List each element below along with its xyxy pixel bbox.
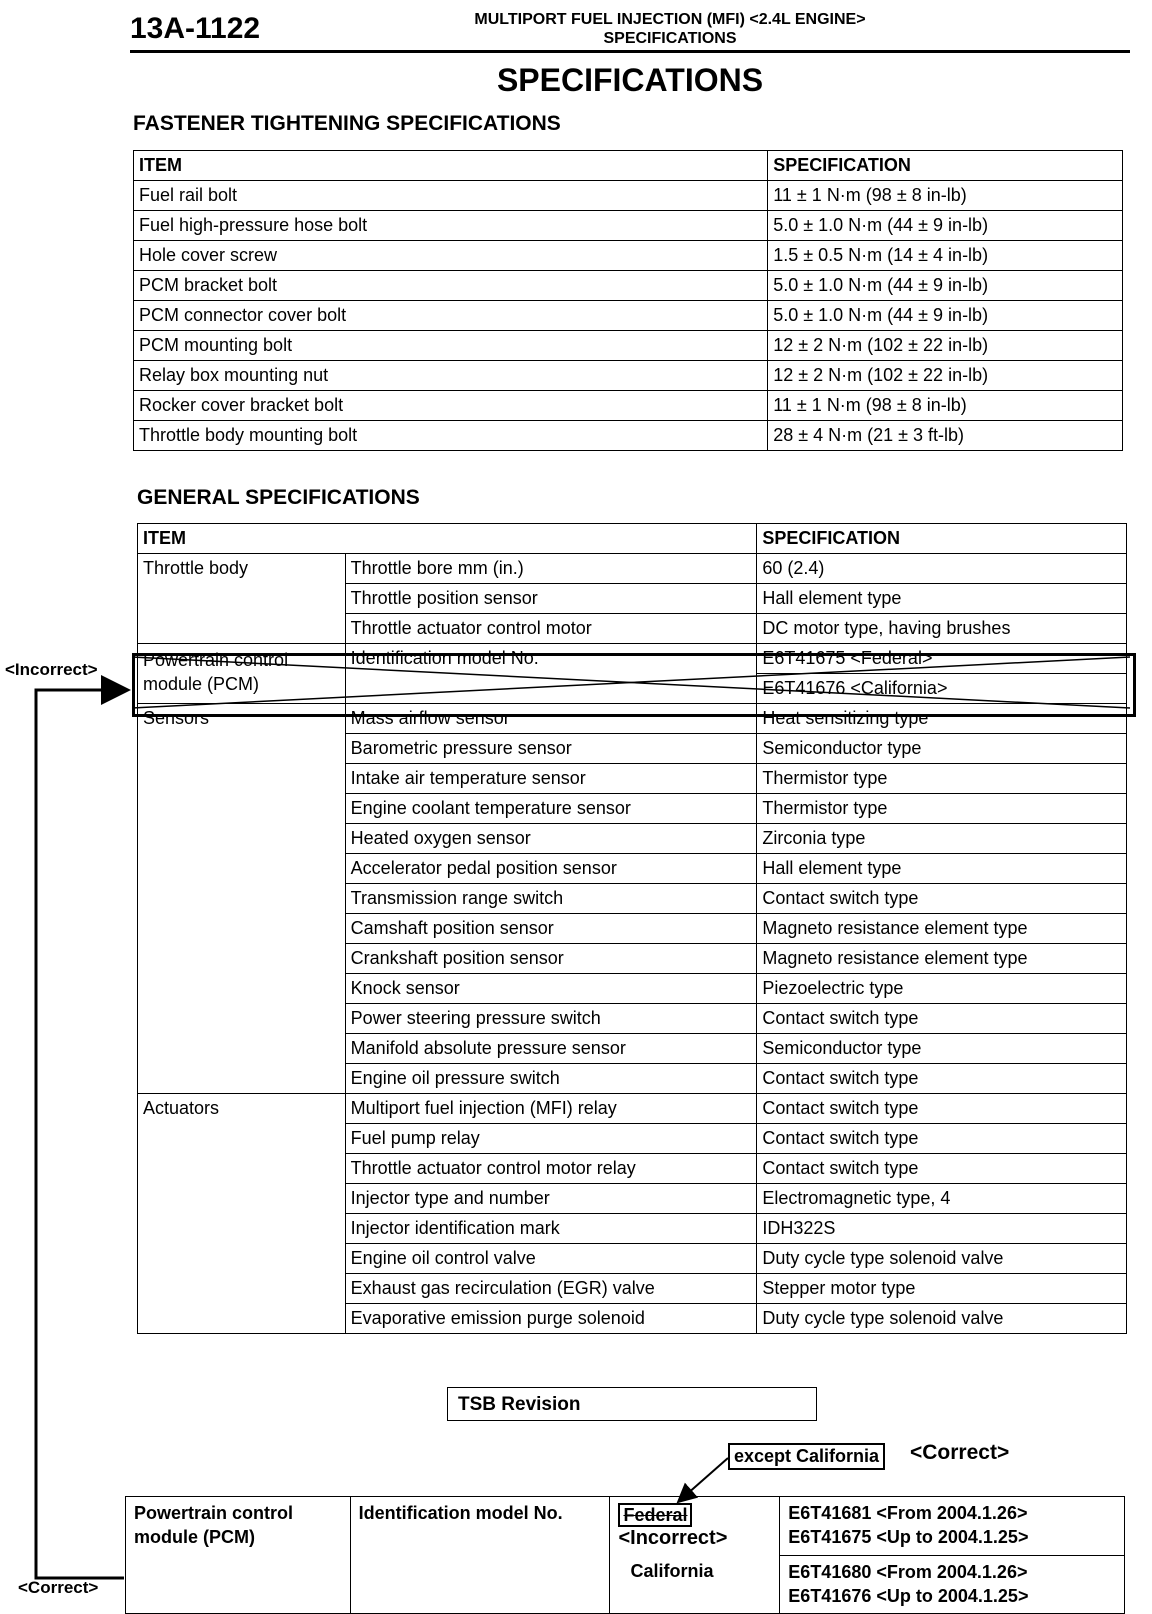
tsb-revision-box: TSB Revision — [447, 1387, 817, 1421]
general-spec: Thermistor type — [757, 764, 1127, 794]
fastener-item: Rocker cover bracket bolt — [134, 391, 768, 421]
group-actuators: Actuators — [138, 1094, 346, 1334]
general-item: Mass airflow sensor — [345, 704, 757, 734]
general-spec: IDH322S — [757, 1214, 1127, 1244]
fastener-item: Fuel high-pressure hose bolt — [134, 211, 768, 241]
general-spec: Contact switch type — [757, 1154, 1127, 1184]
general-item: Throttle bore mm (in.) — [345, 554, 757, 584]
general-section-title: GENERAL SPECIFICATIONS — [137, 486, 420, 509]
fastener-spec: 28 ± 4 N·m (21 ± 3 ft-lb) — [768, 421, 1123, 451]
fastener-spec: 1.5 ± 0.5 N·m (14 ± 4 in-lb) — [768, 241, 1123, 271]
incorrect-small-label: <Incorrect> — [618, 1527, 728, 1549]
general-item: Multiport fuel injection (MFI) relay — [345, 1094, 757, 1124]
general-spec: Magneto resistance element type — [757, 914, 1127, 944]
general-spec: 60 (2.4) — [757, 554, 1127, 584]
fastener-item: PCM bracket bolt — [134, 271, 768, 301]
fastener-col-item: ITEM — [134, 151, 768, 181]
except-california-callout: except California — [728, 1443, 885, 1470]
general-item: Manifold absolute pressure sensor — [345, 1034, 757, 1064]
general-item: Heated oxygen sensor — [345, 824, 757, 854]
fastener-spec: 5.0 ± 1.0 N·m (44 ± 9 in-lb) — [768, 211, 1123, 241]
general-spec: Magneto resistance element type — [757, 944, 1127, 974]
general-item: Knock sensor — [345, 974, 757, 1004]
correct-label: <Correct> — [18, 1578, 99, 1597]
group-throttle_body: Throttle body — [138, 554, 346, 644]
fastener-col-spec: SPECIFICATION — [768, 151, 1123, 181]
fastener-spec: 12 ± 2 N·m (102 ± 22 in-lb) — [768, 331, 1123, 361]
page-number: 13A-1122 — [130, 12, 261, 45]
pcm-item: Identification model No. — [345, 644, 757, 704]
general-item: Barometric pressure sensor — [345, 734, 757, 764]
general-item: Injector identification mark — [345, 1214, 757, 1244]
fastener-item: PCM connector cover bolt — [134, 301, 768, 331]
general-spec: Hall element type — [757, 854, 1127, 884]
general-item: Transmission range switch — [345, 884, 757, 914]
pcm-spec-1: E6T41675 <Federal> — [757, 644, 1127, 674]
correction-sub-item: Identification model No. — [350, 1497, 610, 1614]
general-spec: Heat sensitizing type — [757, 704, 1127, 734]
california-label: California — [610, 1555, 780, 1614]
general-spec: Semiconductor type — [757, 734, 1127, 764]
general-item: Injector type and number — [345, 1184, 757, 1214]
general-spec: Duty cycle type solenoid valve — [757, 1244, 1127, 1274]
connector-arrow — [36, 690, 128, 1578]
general-spec: Piezoelectric type — [757, 974, 1127, 1004]
general-spec: Thermistor type — [757, 794, 1127, 824]
general-spec: Contact switch type — [757, 1124, 1127, 1154]
general-item: Engine oil control valve — [345, 1244, 757, 1274]
incorrect-label: <Incorrect> — [5, 660, 98, 679]
fastener-spec: 11 ± 1 N·m (98 ± 8 in-lb) — [768, 391, 1123, 421]
cal-spec-2: E6T41676 <Up to 2004.1.25> — [788, 1585, 1029, 1606]
general-spec: Contact switch type — [757, 884, 1127, 914]
pcm-spec-2: E6T41676 <California> — [757, 674, 1127, 704]
general-item: Throttle position sensor — [345, 584, 757, 614]
fastener-item: Fuel rail bolt — [134, 181, 768, 211]
general-item: Throttle actuator control motor — [345, 614, 757, 644]
fastener-section-title: FASTENER TIGHTENING SPECIFICATIONS — [133, 112, 561, 135]
fastener-spec: 5.0 ± 1.0 N·m (44 ± 9 in-lb) — [768, 271, 1123, 301]
general-item: Crankshaft position sensor — [345, 944, 757, 974]
general-spec: Hall element type — [757, 584, 1127, 614]
fastener-item: Hole cover screw — [134, 241, 768, 271]
general-item: Engine oil pressure switch — [345, 1064, 757, 1094]
general-spec: Duty cycle type solenoid valve — [757, 1304, 1127, 1334]
header-title-line2: SPECIFICATIONS — [603, 30, 737, 47]
cal-spec-1: E6T41680 <From 2004.1.26> — [788, 1561, 1028, 1582]
general-item: Evaporative emission purge solenoid — [345, 1304, 757, 1334]
general-spec: Electromagnetic type, 4 — [757, 1184, 1127, 1214]
general-item: Camshaft position sensor — [345, 914, 757, 944]
federal-struck: Federal — [618, 1503, 692, 1527]
group-pcm: Powertrain control module (PCM) — [138, 644, 346, 704]
header-title-line1: MULTIPORT FUEL INJECTION (MFI) <2.4L ENGINE> — [474, 11, 866, 28]
fastener-spec: 12 ± 2 N·m (102 ± 22 in-lb) — [768, 361, 1123, 391]
fastener-spec: 5.0 ± 1.0 N·m (44 ± 9 in-lb) — [768, 301, 1123, 331]
general-item: Accelerator pedal position sensor — [345, 854, 757, 884]
general-item: Throttle actuator control motor relay — [345, 1154, 757, 1184]
callout-arrow — [678, 1458, 728, 1502]
general-spec: Contact switch type — [757, 1064, 1127, 1094]
general-col-spec: SPECIFICATION — [757, 524, 1127, 554]
page-title: SPECIFICATIONS — [496, 62, 764, 98]
fed-spec-2: E6T41675 <Up to 2004.1.25> — [788, 1527, 1029, 1547]
general-item: Exhaust gas recirculation (EGR) valve — [345, 1274, 757, 1304]
general-spec: Contact switch type — [757, 1004, 1127, 1034]
correction-item: Powertrain control module (PCM) — [126, 1497, 351, 1614]
fastener-item: PCM mounting bolt — [134, 331, 768, 361]
general-spec: Zirconia type — [757, 824, 1127, 854]
general-spec: DC motor type, having brushes — [757, 614, 1127, 644]
general-item: Intake air temperature sensor — [345, 764, 757, 794]
general-item: Power steering pressure switch — [345, 1004, 757, 1034]
general-item: Engine coolant temperature sensor — [345, 794, 757, 824]
general-spec: Contact switch type — [757, 1094, 1127, 1124]
fastener-spec: 11 ± 1 N·m (98 ± 8 in-lb) — [768, 181, 1123, 211]
group-sensors: Sensors — [138, 704, 346, 1094]
general-item: Fuel pump relay — [345, 1124, 757, 1154]
general-spec: Stepper motor type — [757, 1274, 1127, 1304]
general-spec: Semiconductor type — [757, 1034, 1127, 1064]
general-col-item: ITEM — [138, 524, 757, 554]
callout-correct-label: <Correct> — [910, 1441, 1010, 1464]
fastener-item: Throttle body mounting bolt — [134, 421, 768, 451]
fastener-item: Relay box mounting nut — [134, 361, 768, 391]
fed-spec-1: E6T41681 <From 2004.1.26> — [788, 1503, 1028, 1523]
